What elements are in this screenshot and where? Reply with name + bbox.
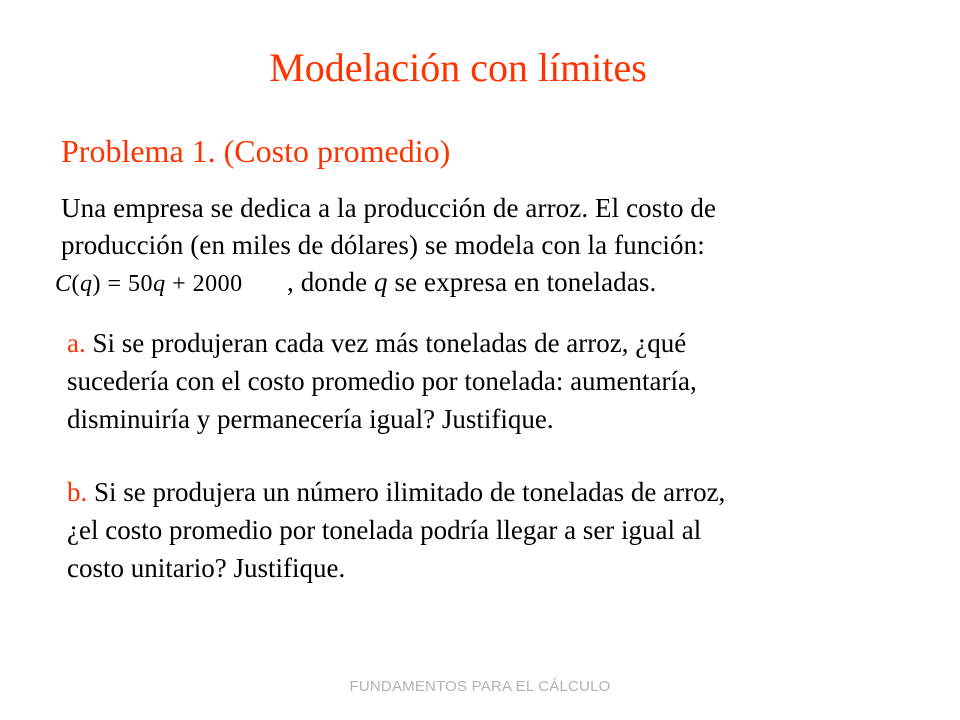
formula-variable-2: q xyxy=(153,271,166,297)
problem-heading: Problema 1. (Costo promedio) xyxy=(61,133,451,169)
statement-where: , donde xyxy=(287,267,375,297)
formula-close-paren: ) xyxy=(92,271,102,297)
problem-statement xyxy=(55,190,861,303)
question-a-marker: a. xyxy=(67,328,86,358)
question-b xyxy=(67,473,725,587)
formula-constant: + 2000 xyxy=(165,271,243,297)
formula-variable: q xyxy=(80,271,93,297)
formula-equals: = 50 xyxy=(101,271,154,297)
cost-formula xyxy=(55,266,287,303)
statement-line-2: producción (en miles de dólares) se modela con la función: xyxy=(61,230,705,260)
question-b-marker: b. xyxy=(67,477,88,507)
statement-variable-q: q xyxy=(374,267,388,297)
question-b-line-3: costo unitario? Justifique. xyxy=(67,553,346,583)
question-a-line-2: sucedería con el costo promedio por tonelada: aumentaría, xyxy=(67,366,697,396)
question-b-text-1: Si se produjera un número ilimitado de toneladas de arroz, xyxy=(87,477,726,507)
question-b-line-2: ¿el costo promedio por tonelada podría llegar a ser igual al xyxy=(67,515,702,545)
question-a-line-1 xyxy=(67,324,697,362)
question-b-line-1 xyxy=(67,473,725,511)
question-a xyxy=(67,324,697,438)
formula-function: C xyxy=(55,271,72,297)
formula-open-paren: ( xyxy=(71,271,81,297)
question-a-text-1: Si se produjeran cada vez más toneladas de arroz, ¿qué xyxy=(85,328,687,358)
statement-line-1: Una empresa se dedica a la producción de arroz. El costo de xyxy=(61,193,717,223)
question-a-line-3: disminuiría y permanecería igual? Justifique. xyxy=(67,404,554,434)
slide-title: Modelación con límites xyxy=(269,45,647,90)
statement-units: se expresa en toneladas. xyxy=(387,267,657,297)
footer-course-name: FUNDAMENTOS PARA EL CÁLCULO xyxy=(349,678,611,695)
statement-line-3 xyxy=(55,264,861,303)
